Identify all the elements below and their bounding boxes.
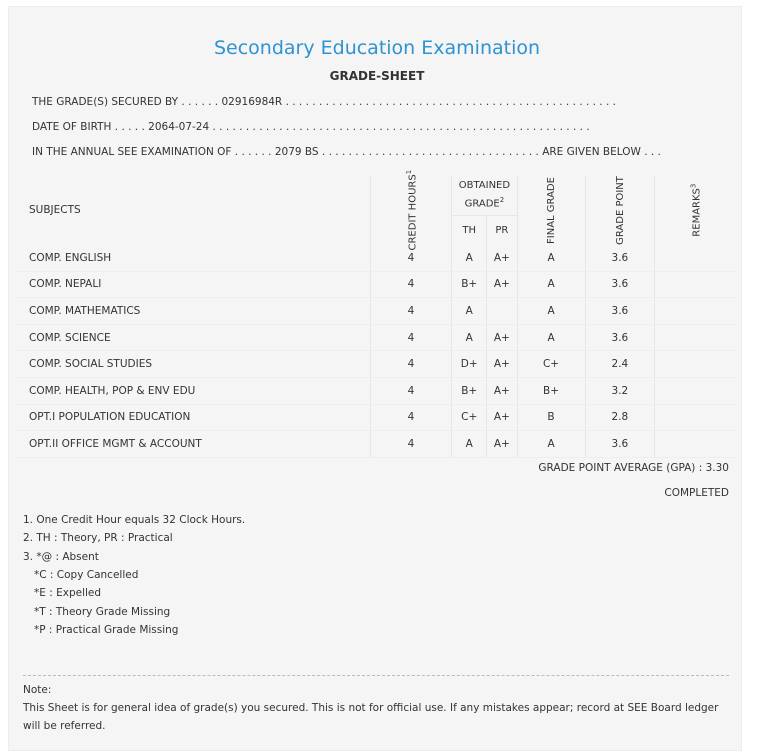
pr-grade-cell: A+ — [487, 377, 517, 404]
page-title: Secondary Education Examination — [213, 37, 541, 59]
remarks-cell — [655, 431, 736, 458]
grade-point-cell: 3.6 — [585, 245, 655, 271]
th-header: TH — [452, 215, 487, 245]
pr-grade-cell: A+ — [487, 431, 517, 458]
table-row — [17, 404, 736, 431]
final-grade-cell: B — [517, 404, 585, 431]
note-text: This Sheet is for general idea of grade(s) you secured. This is not for official use. If any mistakes appear; record at SEE Board ledger will be referred. — [23, 702, 719, 732]
credit-cell: 4 — [370, 245, 452, 271]
grade-point-cell: 3.6 — [585, 431, 655, 458]
subject-cell: OPT.I POPULATION EDUCATION — [17, 404, 370, 431]
grade-point-cell: 3.6 — [585, 271, 655, 298]
footnote-1: 1. One Credit Hour equals 32 Clock Hours. — [23, 514, 246, 526]
credit-cell: 4 — [370, 298, 452, 325]
grade-point-header: GRADE POINT — [585, 175, 655, 245]
footnote-theory-missing: *T : Theory Grade Missing — [34, 606, 171, 618]
subjects-header: SUBJECTS — [17, 175, 370, 245]
examination-line: IN THE ANNUAL SEE EXAMINATION OF . . . . . . 2079 BS . . . . . . . . . . . . . . . . . . . . . . . . . . . . . . . . . ARE GIVEN BELOW . . . — [32, 146, 661, 158]
final-grade-cell: A — [517, 324, 585, 351]
subject-cell: COMP. HEALTH, POP & ENV EDU — [17, 377, 370, 404]
credit-hours-header: CREDIT HOURS$^1$ — [370, 175, 452, 245]
final-grade-header: FINAL GRADE — [517, 175, 585, 245]
table-row — [17, 245, 736, 271]
final-grade-cell: A — [517, 271, 585, 298]
pr-header: PR — [487, 215, 517, 245]
remarks-cell — [655, 271, 736, 298]
final-grade-cell: A — [517, 298, 585, 325]
grade-point-cell: 2.4 — [585, 351, 655, 378]
subject-cell: COMP. NEPALI — [17, 271, 370, 298]
th-grade-cell: A — [452, 245, 487, 271]
th-grade-cell: D+ — [452, 351, 487, 378]
final-grade-cell: A — [517, 245, 585, 271]
final-grade-cell: B+ — [517, 377, 585, 404]
th-grade-cell: A — [452, 431, 487, 458]
footnote-copy-cancelled: *C : Copy Cancelled — [34, 569, 139, 581]
secured-by-line: THE GRADE(S) SECURED BY . . . . . . 02916984R . . . . . . . . . . . . . . . . . . . . . . . . . . . . . . . . . . . . . . . . . . . . . . . . . . — [32, 96, 616, 108]
credit-cell: 4 — [370, 404, 452, 431]
table-row — [17, 324, 736, 351]
status-label: COMPLETED — [664, 487, 729, 499]
gpa-summary: GRADE POINT AVERAGE (GPA) : 3.30 — [538, 462, 729, 474]
subject-cell: OPT.II OFFICE MGMT & ACCOUNT — [17, 431, 370, 458]
credit-cell: 4 — [370, 324, 452, 351]
table-row — [17, 351, 736, 378]
pr-grade-cell: A+ — [487, 245, 517, 271]
grade-point-cell: 3.6 — [585, 298, 655, 325]
th-grade-cell: B+ — [452, 377, 487, 404]
table-row — [17, 431, 736, 458]
th-grade-cell: C+ — [452, 404, 487, 431]
obtained-grade-header: OBTAINED GRADE$^2$ — [452, 175, 517, 215]
table-row — [17, 377, 736, 404]
pr-grade-cell: A+ — [487, 271, 517, 298]
note-label: Note: — [23, 684, 52, 696]
credit-cell: 4 — [370, 271, 452, 298]
pr-grade-cell — [487, 298, 517, 325]
footnote-practical-missing: *P : Practical Grade Missing — [34, 624, 179, 636]
note-block — [23, 681, 723, 735]
grade-point-cell: 3.2 — [585, 377, 655, 404]
th-grade-cell: A — [452, 324, 487, 351]
remarks-cell — [655, 377, 736, 404]
credit-cell: 4 — [370, 431, 452, 458]
grade-sheet — [8, 6, 742, 751]
remarks-cell — [655, 324, 736, 351]
subject-cell: COMP. ENGLISH — [17, 245, 370, 271]
footnote-2: 2. TH : Theory, PR : Practical — [23, 532, 173, 544]
credit-cell: 4 — [370, 351, 452, 378]
pr-grade-cell: A+ — [487, 404, 517, 431]
note-divider — [23, 675, 729, 676]
footnote-3: 3. *@ : Absent — [23, 551, 99, 563]
date-of-birth-line: DATE OF BIRTH . . . . . 2064-07-24 . . . . . . . . . . . . . . . . . . . . . . . . . . . . . . . . . . . . . . . . . . . . . . . . . . . . . . . . . — [32, 121, 590, 133]
subject-cell: COMP. SOCIAL STUDIES — [17, 351, 370, 378]
subject-cell: COMP. SCIENCE — [17, 324, 370, 351]
grades-table — [17, 169, 736, 458]
table-row — [17, 271, 736, 298]
table-row — [17, 298, 736, 325]
remarks-cell — [655, 351, 736, 378]
final-grade-cell: C+ — [517, 351, 585, 378]
grade-point-cell: 3.6 — [585, 324, 655, 351]
grade-point-cell: 2.8 — [585, 404, 655, 431]
footnote-expelled: *E : Expelled — [34, 587, 102, 599]
pr-grade-cell: A+ — [487, 324, 517, 351]
final-grade-cell: A — [517, 431, 585, 458]
credit-cell: 4 — [370, 377, 452, 404]
th-grade-cell: B+ — [452, 271, 487, 298]
th-grade-cell: A — [452, 298, 487, 325]
page-subtitle: GRADE-SHEET — [329, 69, 425, 83]
pr-grade-cell: A+ — [487, 351, 517, 378]
remarks-cell — [655, 298, 736, 325]
remarks-header: REMARKS$^3$ — [689, 183, 703, 237]
subject-cell: COMP. MATHEMATICS — [17, 298, 370, 325]
remarks-cell — [655, 245, 736, 271]
remarks-cell — [655, 404, 736, 431]
